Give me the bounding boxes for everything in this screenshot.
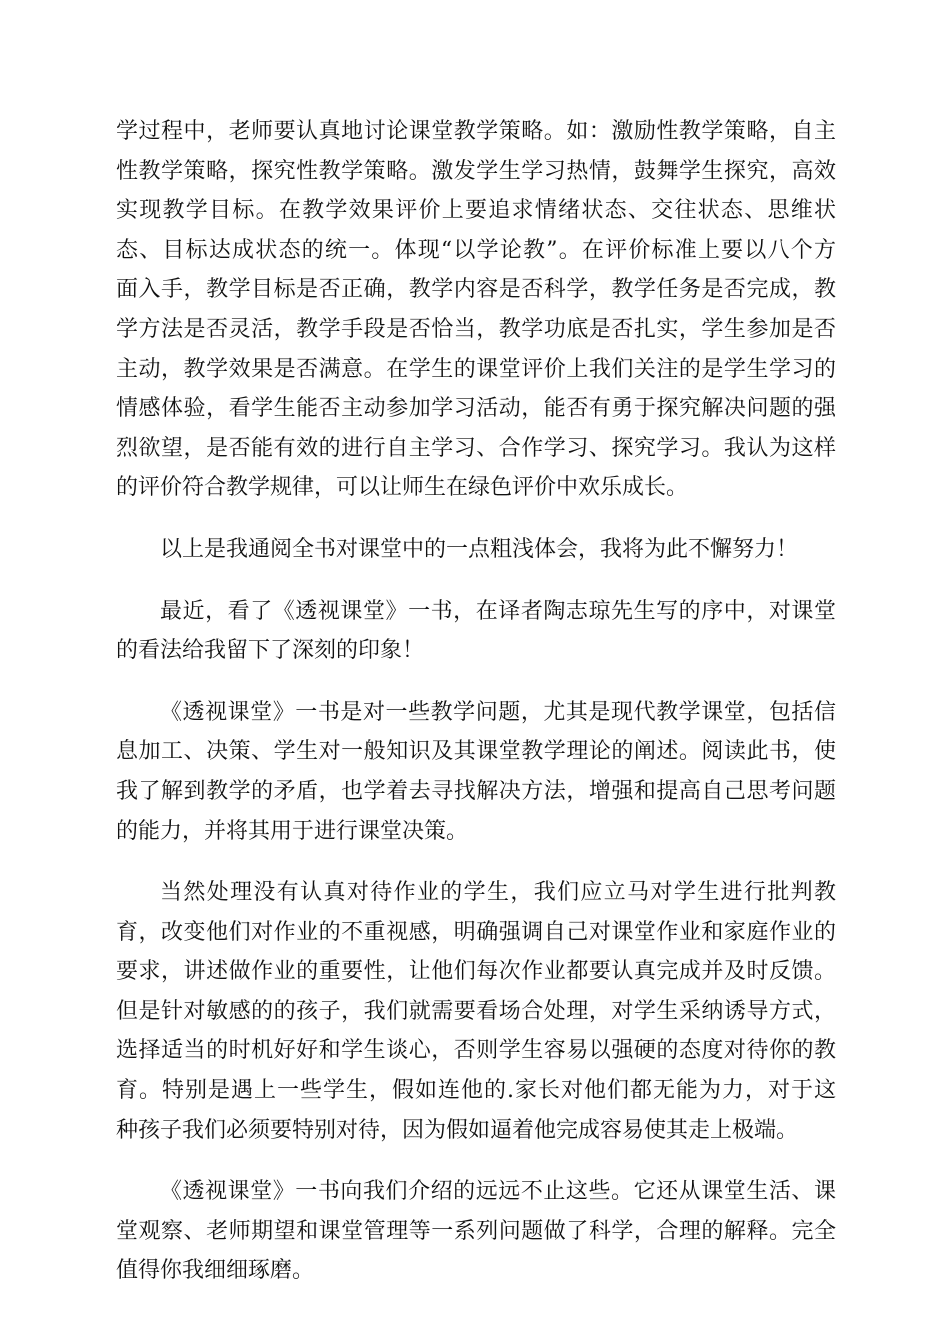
text-line: 育，改变他们对作业的不重视感，明确强调自己对课堂作业和家庭作业的 (116, 919, 836, 945)
text-line: 《透视课堂》一书是对一些教学问题，尤其是现代教学课堂，包括信 (160, 699, 836, 725)
text-line: 学过程中，老师要认真地讨论课堂教学策略。如：激励性教学策略，自主 (116, 119, 836, 144)
paragraph-conclusion (116, 1172, 836, 1291)
text-line: 选择适当的时机好好和学生谈心，否则学生容易以强硬的态度对待你的教 (116, 1038, 836, 1064)
text-line: 态、目标达成状态的统一。体现“以学论教”。在评价标准上要以八个方 (116, 237, 836, 263)
paragraph-book-overview (116, 693, 836, 851)
text-line: 学方法是否灵活，教学手段是否恰当，教学功底是否扎实，学生参加是否 (116, 316, 836, 342)
text-line: 但是针对敏感的的孩子，我们就需要看场合处理，对学生采纳诱导方式， (116, 998, 836, 1024)
paragraph-summary (116, 530, 836, 570)
text-line: 种孩子我们必须要特别对待，因为假如逼着他完成容易使其走上极端。 (116, 1117, 799, 1143)
paragraph-recently-read (116, 592, 836, 671)
text-line: 要求，讲述做作业的重要性，让他们每次作业都要认真完成并及时反馈。 (116, 959, 836, 985)
paragraph-homework (116, 873, 836, 1150)
paragraph-evaluation (116, 112, 836, 508)
paragraph-spacing (116, 508, 836, 530)
document-body (116, 112, 836, 1291)
text-line: 的评价符合教学规律，可以让师生在绿色评价中欢乐成长。 (116, 475, 689, 501)
text-line: 育。特别是遇上一些学生，假如连他的.家长对他们都无能为力，对于这 (116, 1078, 836, 1104)
text-line: 息加工、决策、学生对一般知识及其课堂教学理论的阐述。阅读此书，使 (116, 739, 836, 765)
text-line: 的能力，并将其用于进行课堂决策。 (116, 818, 469, 844)
text-line: 堂观察、老师期望和课堂管理等一系列问题做了科学，合理的解释。完全 (116, 1218, 836, 1244)
text-line: 烈欲望，是否能有效的进行自主学习、合作学习、探究学习。我认为这样 (116, 435, 836, 461)
text-line: 以上是我通阅全书对课堂中的一点粗浅体会，我将为此不懈努力！ (160, 536, 799, 562)
text-line: 最近，看了《透视课堂》一书，在译者陶志琼先生写的序中，对课堂 (160, 598, 836, 624)
text-line: 面入手，教学目标是否正确，教学内容是否科学，教学任务是否完成，教 (116, 277, 836, 303)
paragraph-spacing (116, 570, 836, 592)
text-line: 实现教学目标。在教学效果评价上要追求情绪状态、交往状态、思维状 (116, 198, 836, 224)
paragraph-spacing (116, 851, 836, 873)
text-line: 我了解到教学的矛盾，也学着去寻找解决方法，增强和提高自己思考问题 (116, 778, 836, 804)
text-line: 《透视课堂》一书向我们介绍的远远不止这些。它还从课堂生活、课 (160, 1179, 836, 1205)
paragraph-spacing (116, 1150, 836, 1172)
text-line: 当然处理没有认真对待作业的学生，我们应立马对学生进行批判教 (160, 880, 836, 906)
text-line: 值得你我细细琢磨。 (116, 1258, 315, 1284)
text-line: 性教学策略，探究性教学策略。激发学生学习热情，鼓舞学生探究，高效 (116, 158, 836, 184)
text-line: 主动，教学效果是否满意。在学生的课堂评价上我们关注的是学生学习的 (116, 356, 836, 382)
text-line: 的看法给我留下了深刻的印象！ (116, 638, 425, 664)
text-line: 情感体验，看学生能否主动参加学习活动，能否有勇于探究解决问题的强 (116, 396, 836, 422)
paragraph-spacing (116, 671, 836, 693)
